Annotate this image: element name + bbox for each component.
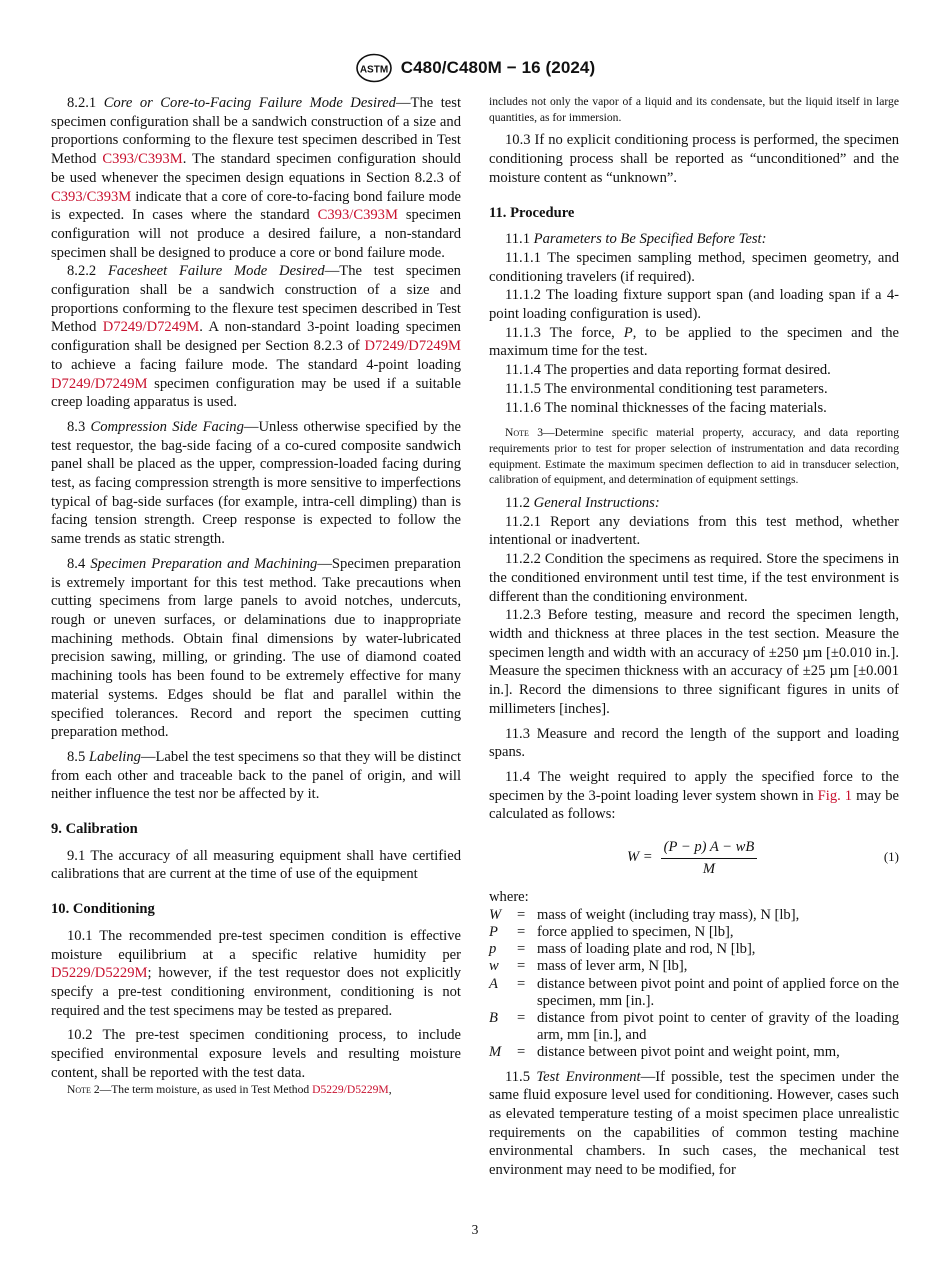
- link-d7249[interactable]: D7249/D7249M: [364, 338, 461, 355]
- definition-row: p = mass of loading plate and rod, N [lb],: [489, 941, 756, 958]
- section-8-2-1: 8.2.1 Core or Core-to-Facing Failure Mode Desired—The test specimen configuration shall be a sandwich construction of a size and proportions conforming to the flexure test specimen described in Test Method C393/C393M. The standard specimen configuration should be used whenever the specimen design equations in Section 8.2.3 of C393/C393M indicate that a core of core-to-facing bond failure mode is expected. In cases where the standard C393/C393M specimen configuration will not produce a desired failure, a non-standard specimen shall be designed to produce a core or bond failure mode.: [51, 95, 461, 261]
- definition-row: A = distance between pivot point and point of applied force on the specimen, mm [in.].: [489, 975, 899, 1009]
- definition-row: w = mass of lever arm, N [lb],: [489, 958, 688, 975]
- astm-logo-icon: [355, 53, 393, 83]
- note-2-continued: includes not only the vapor of a liquid and its condensate, but the liquid itself in large quantities, as for immersion.: [489, 95, 899, 124]
- definition-row: M = distance between pivot point and weight point, mm,: [489, 1044, 840, 1061]
- section-11-1-4: 11.1.4 The properties and data reporting format desired.: [505, 362, 831, 379]
- equation-numerator: (P − p) A − wB: [661, 838, 757, 859]
- link-c393[interactable]: C393/C393M: [317, 207, 398, 224]
- section-11-4: 11.4 The weight required to apply the specified force to the specimen by the 3-point loading lever system shown in Fig. 1 may be calculated as follows:: [489, 768, 900, 823]
- section-11-1-2: 11.1.2 The loading fixture support span (and loading span if a 4-point loading configuration is used).: [489, 287, 899, 323]
- link-c393[interactable]: C393/C393M: [51, 188, 132, 205]
- equation-fraction: [661, 838, 757, 878]
- definition-row: B = distance from pivot point to center of gravity of the loading arm, mm [in.], and: [489, 1009, 899, 1044]
- section-9-1: 9.1 The accuracy of all measuring equipment shall have certified calibrations that are current at the time of use of the equipment: [51, 847, 461, 883]
- link-fig-1[interactable]: Fig. 1: [817, 787, 853, 804]
- variable-definitions: [489, 907, 899, 1062]
- link-c393[interactable]: C393/C393M: [102, 151, 183, 168]
- link-d7249[interactable]: D7249/D7249M: [102, 319, 200, 336]
- section-8-3: 8.3 Compression Side Facing—Unless otherwise specified by the test requestor, the bag-side facing of a co-cured composite sandwich panel shall be placed as the upper, compression-loaded facing during test, as facing compression strength is more sensitive to imperfections typical of bag-side surfaces (for example, intra-cell dimpling) than is facing tension strength. Creep response is expected to follow the same trends as static strength.: [51, 418, 461, 548]
- section-11-3: 11.3 Measure and record the length of the support and loading spans.: [489, 725, 899, 761]
- section-11-2-2: 11.2.2 Condition the specimens as required. Store the specimens in the conditioned environment until test time, if the test environment is different than the conditioning environment.: [489, 551, 899, 605]
- definition-row: W = mass of weight (including tray mass), N [lb],: [489, 906, 800, 923]
- svg-text:ASTM: ASTM: [359, 64, 388, 76]
- link-d7249[interactable]: D7249/D7249M: [51, 375, 148, 392]
- section-11-2-1: 11.2.1 Report any deviations from this test method, whether intentional or inadvertent.: [489, 513, 899, 549]
- section-11-1-3: 11.1.3 The force, P, to be applied to the specimen and the maximum time for the test.: [489, 324, 900, 360]
- section-11-2: 11.2 General Instructions:: [505, 495, 660, 512]
- section-11-1-6: 11.1.6 The nominal thicknesses of the facing materials.: [505, 399, 827, 416]
- heading-calibration: 9. Calibration: [51, 821, 138, 838]
- equation-lhs: W =: [627, 849, 653, 866]
- equation-number: (1): [883, 849, 899, 865]
- note-3: Note 3—Determine specific material property, accuracy, and data reporting requirements prior to test for proper selection of instrumentation and data recording equipment. Estimate the maximum specimen deflection to aid in transducer selection, calibration of equipment, and determination of equipment settings.: [489, 426, 899, 487]
- page-header: [0, 53, 950, 83]
- section-8-5: 8.5 Labeling—Label the test specimens so that they will be distinct from each other and traceable back to the panel of origin, and will neither influence the test nor be affected by it.: [51, 748, 462, 803]
- section-8-4: 8.4 Specimen Preparation and Machining—Specimen preparation is extremely important for this test method. Take precautions when cutting specimens from large panels to avoid notches, undercuts, rough or uneven surfaces, or delaminations due to inappropriate machining methods. Obtain final dimensions by water-lubricated precision sawing, milling, or grinding. The use of diamond coated machining tools has been found to be extremely effective for many material systems. Edges should be flat and parallel within the specified tolerances. Record and report the specimen cutting preparation method.: [51, 555, 461, 741]
- section-11-1-5: 11.1.5 The environmental conditioning test parameters.: [505, 380, 828, 397]
- right-column: [489, 94, 899, 1180]
- standard-designation: C480/C480M − 16 (2024): [400, 58, 596, 77]
- section-10-1: 10.1 The recommended pre-test specimen condition is effective moisture equilibrium at a specific relative humidity per D5229/D5229M; however, if the test requestor does not explicitly specify a pre-test conditioning environment, conditioning is not required and the test specimens may be tested as prepared.: [51, 927, 461, 1019]
- section-11-5: 11.5 Test Environment—If possible, test the specimen under the same fluid exposure level used for conditioning. However, cases such as elevated temperature testing of a moist specimen place unrealistic requirements on the capabilities of common testing machine environmental chambers. In such cases, the mechanical test environment may need to be modified, for: [489, 1068, 899, 1179]
- link-d5229[interactable]: D5229/D5229M: [51, 965, 148, 982]
- heading-conditioning: 10. Conditioning: [51, 901, 155, 918]
- heading-procedure: 11. Procedure: [489, 204, 575, 221]
- link-d5229[interactable]: D5229/D5229M: [312, 1083, 389, 1097]
- section-8-2-2: 8.2.2 Facesheet Failure Mode Desired—The test specimen configuration shall be a sandwich construction of a size and proportions conforming to the flexure test specimen described in Test Method D7249/D7249M. A non-standard 3-point loading specimen configuration shall be designed per Section 8.2.3 of D7249/D7249M to achieve a facing failure mode. The standard 4-point loading D7249/D7249M specimen configuration may be used if a suitable creep loading apparatus is used.: [51, 263, 461, 411]
- section-11-2-3: 11.2.3 Before testing, measure and record the specimen length, width and thickness at three places in the test section. Measure the specimen length and width with an accuracy of ±250 µm [±0.010 in.]. Measure the specimen thickness with an accuracy of ±25 µm [±0.001 in.]. Record the dimensions to three significant figures in units of millimeters [inches].: [489, 607, 899, 717]
- section-11-1-1: 11.1.1 The specimen sampling method, specimen geometry, and conditioning travelers (if required).: [489, 249, 899, 285]
- note-2: Note 2—The term moisture, as used in Test Method D5229/D5229M,: [67, 1083, 392, 1097]
- where-label: where:: [489, 889, 529, 906]
- section-10-2: 10.2 The pre-test specimen conditioning process, to include specified environmental exposure levels and resulting moisture content, shall be reported with the test data.: [51, 1027, 461, 1081]
- definition-row: P = force applied to specimen, N [lb],: [489, 923, 734, 940]
- section-10-3: 10.3 If no explicit conditioning process is performed, the specimen conditioning process shall be reported as “unconditioned” and the moisture content as “unknown”.: [489, 132, 899, 186]
- equation-denominator: M: [702, 860, 716, 877]
- equation-1: [489, 834, 899, 882]
- section-11-1: 11.1 Parameters to Be Specified Before Test:: [505, 231, 767, 248]
- left-column: [51, 94, 461, 1098]
- page-number: 3: [471, 1222, 479, 1237]
